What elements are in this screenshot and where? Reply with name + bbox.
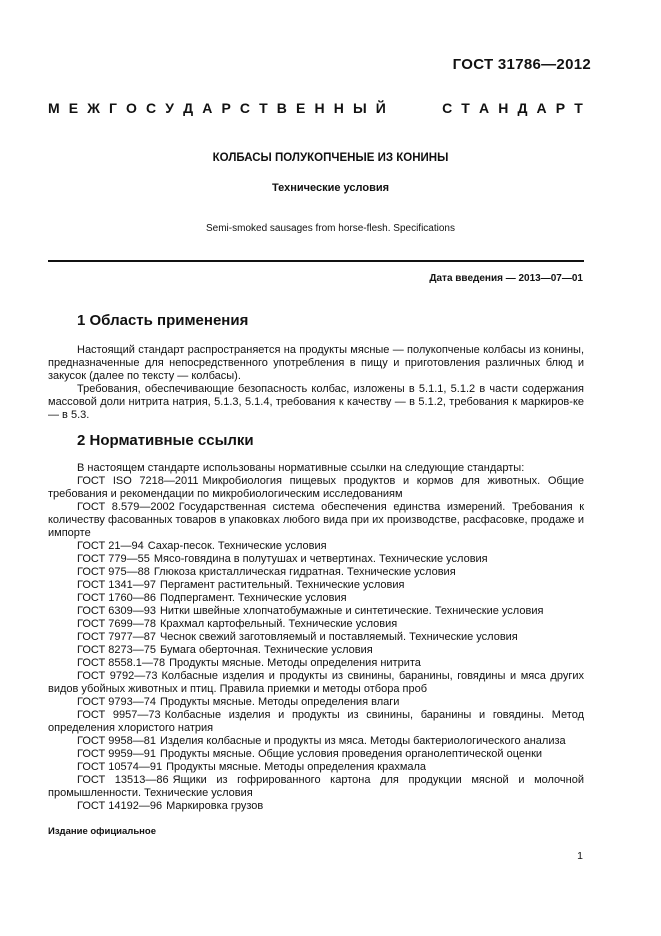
reference-item [48, 696, 584, 709]
reference-title: Маркировка грузов [166, 800, 264, 812]
reference-item [48, 748, 584, 761]
reference-item [48, 709, 584, 735]
banner-letter: Т [574, 100, 583, 116]
reference-item [48, 579, 584, 592]
banner-letter: Д [183, 100, 194, 116]
reference-code: ГОСТ 9958—81 [77, 735, 156, 747]
reference-code: ГОСТ 6309—93 [77, 605, 156, 617]
banner-letter: Е [68, 100, 79, 116]
title-divider [48, 260, 584, 262]
reference-item [48, 761, 584, 774]
reference-item [48, 735, 584, 748]
banner-letter: У [165, 100, 174, 116]
reference-title: Мясо-говядина в полутушах и четвертинах. Технические условия [153, 553, 488, 565]
reference-code: ГОСТ 975—88 [77, 566, 150, 578]
reference-title: Продукты мясные. Методы определения влаги [159, 696, 400, 708]
banner-letter: Е [296, 100, 306, 116]
reference-item [48, 553, 584, 566]
reference-code: ГОСТ 779—55 [77, 553, 150, 565]
reference-title: Пергамент растительный. Технические условия [159, 579, 405, 591]
section-1-paragraph: Требования, обеспечивающие безопасность колбас, изложены в 5.1.1, 5.1.2 в части содержания массовой доли нитрита натрия, 5.1.3, 5.1.4, требования к качеству — в 5.1.2, требования к маркиров-ке — в 5.3. [48, 383, 584, 421]
banner-letter: А [536, 100, 547, 116]
reference-title: Колбасные изделия и продукты из свинины, баранины и говядины. Метод определения хлористого натрия [48, 709, 584, 734]
reference-title: Продукты мясные. Методы определения нитрита [169, 657, 421, 669]
reference-code: ГОСТ ISO 7218—2011 [77, 475, 199, 487]
reference-code: ГОСТ 1760—86 [77, 592, 156, 604]
reference-item [48, 644, 584, 657]
reference-code: ГОСТ 8.579—2002 [77, 501, 175, 513]
banner-letter: О [126, 100, 137, 116]
official-edition-note: Издание официальное [48, 826, 156, 837]
banner-letter: В [276, 100, 287, 116]
reference-title: Микробиология пищевых продуктов и кормов для животных. Общие требования и рекомендации по микробиологическим исследованиям [48, 475, 584, 500]
reference-title: Глюкоза кристаллическая гидратная. Технические условия [153, 566, 456, 578]
reference-code: ГОСТ 7699—78 [77, 618, 156, 630]
introduction-date: Дата введения — 2013—07—01 [429, 273, 583, 284]
reference-code: ГОСТ 7977—87 [77, 631, 156, 643]
reference-title: Сахар-песок. Технические условия [147, 540, 327, 552]
reference-item [48, 501, 584, 540]
reference-code: ГОСТ 10574—91 [77, 761, 163, 773]
reference-title: Бумага оберточная. Технические условия [159, 644, 373, 656]
reference-code: ГОСТ 21—94 [77, 540, 144, 552]
document-title: КОЛБАСЫ ПОЛУКОПЧЕНЫЕ ИЗ КОНИНЫ [212, 152, 449, 164]
reference-item [48, 631, 584, 644]
reference-title: Подпергамент. Технические условия [159, 592, 347, 604]
banner-letter: Т [461, 100, 470, 116]
banner-letter: С [239, 100, 251, 116]
reference-title: Продукты мясные. Методы определения крахмала [166, 761, 427, 773]
reference-code: ГОСТ 13513—86 [77, 774, 169, 786]
reference-item [48, 618, 584, 631]
reference-title: Чеснок свежий заготовляемый и поставляемый. Технические условия [159, 631, 518, 643]
reference-title: Ящики из гофрированного картона для продукции мясной и молочной промышленности. Технические условия [48, 774, 584, 799]
document-number: ГОСТ 31786—2012 [452, 56, 591, 73]
reference-item [48, 566, 584, 579]
reference-title: Колбасные изделия и продукты из свинины, баранины, говядины и мяса других видов убойных животных и птиц. Правила приемки и методы отбора проб [48, 670, 584, 695]
reference-item [48, 540, 584, 553]
reference-item [48, 774, 584, 800]
banner-letter: Ы [352, 100, 367, 116]
banner-letter: Д [517, 100, 528, 116]
banner-letter: Н [333, 100, 344, 116]
reference-item [48, 592, 584, 605]
reference-title: Нитки швейные хлопчатобумажные и синтетические. Технические условия [159, 605, 544, 617]
banner-letter: Ж [87, 100, 100, 116]
reference-code: ГОСТ 14192—96 [77, 800, 163, 812]
banner-letter: М [48, 100, 60, 116]
reference-code: ГОСТ 9959—91 [77, 748, 156, 760]
interstate-standard-banner [48, 100, 583, 116]
reference-title: Изделия колбасные и продукты из мяса. Методы бактериологического анализа [159, 735, 566, 747]
banner-letter: Т [259, 100, 268, 116]
banner-letter: Н [498, 100, 509, 116]
banner-letter: Р [221, 100, 231, 116]
banner-letter: Г [109, 100, 117, 116]
reference-item [48, 475, 584, 501]
reference-item [48, 657, 584, 670]
section-1-paragraph: Настоящий стандарт распространяется на продукты мясные — полукопченые колбасы из конины, предназначенные для непосредственного употребления в пищу и приготовления различных блюд и закусок (далее по тексту — колбасы). [48, 344, 584, 382]
document-subtitle: Технические условия [271, 182, 390, 194]
reference-code: ГОСТ 9792—73 [77, 670, 158, 682]
banner-letter: А [478, 100, 490, 116]
banner-letter: С [442, 100, 453, 116]
reference-title: Продукты мясные. Общие условия проведения органолептической оценки [159, 748, 543, 760]
reference-title: Крахмал картофельный. Технические условия [159, 618, 398, 630]
reference-item [48, 605, 584, 618]
reference-title: Государственная система обеспечения единства измерений. Требования к количеству фасованных товаров в упаковках любого вида при их производстве, расфасовке, продаже и импорте [48, 501, 585, 539]
banner-letter: Н [314, 100, 325, 116]
section-2-intro: В настоящем стандарте использованы нормативные ссылки на следующие стандарты: [77, 462, 525, 474]
banner-letter: А [202, 100, 213, 116]
document-title-english: Semi-smoked sausages from horse-flesh. Specifications [206, 223, 455, 234]
reference-code: ГОСТ 9957—73 [77, 709, 161, 721]
reference-item [48, 670, 584, 696]
reference-item [48, 800, 584, 813]
banner-letter: Р [555, 100, 566, 116]
section-2-heading: 2 Нормативные ссылки [77, 432, 254, 449]
reference-code: ГОСТ 8558.1—78 [77, 657, 166, 669]
banner-letter: Й [375, 100, 386, 116]
reference-code: ГОСТ 9793—74 [77, 696, 156, 708]
reference-code: ГОСТ 8273—75 [77, 644, 156, 656]
section-1-heading: 1 Область применения [77, 312, 249, 329]
reference-code: ГОСТ 1341—97 [77, 579, 156, 591]
page-number: 1 [577, 850, 583, 862]
banner-letter: С [146, 100, 157, 116]
